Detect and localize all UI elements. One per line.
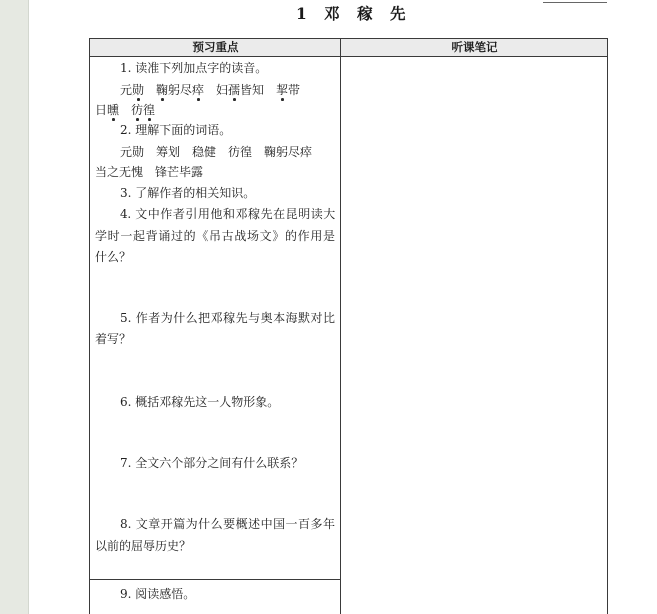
preview-item-8-line: 以前的屈辱历史？ (95, 539, 192, 553)
emphasis-dot (161, 98, 164, 101)
preview-item-7: 7. 全文六个部分之间有什么联系？ (120, 456, 304, 470)
preview-item-2-heading: 2. 理解下面的词语。 (120, 123, 232, 137)
header-class-notes: 听课笔记 (451, 40, 498, 54)
emphasis-dot (281, 98, 284, 101)
preview-item-4-line: 什么？ (95, 250, 132, 264)
emphasis-dot (148, 118, 151, 121)
preview-item-5-line: 5. 作者为什么把邓稼先与奥本海默对比 (120, 311, 335, 325)
emphasis-dot (233, 98, 236, 101)
emphasis-dot (137, 98, 140, 101)
emphasis-dot (136, 118, 139, 121)
header-preview-focus: 预习重点 (192, 40, 239, 54)
preview-item-1-words: 日曛 彷徨 (95, 103, 156, 117)
preview-item-3: 3. 了解作者的相关知识。 (120, 186, 256, 200)
preview-item-4-line: 学时一起背诵过的《吊古战场文》的作用是 (95, 229, 335, 243)
preview-item-4-line: 4. 文中作者引用他和邓稼先在昆明读大 (120, 207, 335, 221)
preview-item-6: 6. 概括邓稼先这一人物形象。 (120, 395, 280, 409)
lesson-title: 1 邓 稼 先 (296, 4, 412, 23)
preview-item-9: 9. 阅读感悟。 (120, 587, 196, 601)
preview-item-1-words: 元勋 鞠躬尽瘁 妇孺皆知 挈带 (120, 83, 301, 97)
preview-item-8-line: 8. 文章开篇为什么要概述中国一百多年 (120, 517, 335, 531)
preview-item-2-words: 元勋 筹划 稳健 彷徨 鞠躬尽瘁 (120, 145, 313, 159)
header-rule (543, 2, 607, 3)
preview-item-1-heading: 1. 读准下列加点字的读音。 (120, 61, 268, 75)
preview-item-5-line: 着写？ (95, 332, 132, 346)
emphasis-dot (197, 98, 200, 101)
emphasis-dot (112, 118, 115, 121)
column-divider (340, 38, 341, 614)
preview-item-2-words: 当之无愧 锋芒毕露 (95, 165, 204, 179)
row-divider (89, 579, 340, 580)
table-header (90, 39, 607, 57)
page-margin (0, 0, 29, 614)
